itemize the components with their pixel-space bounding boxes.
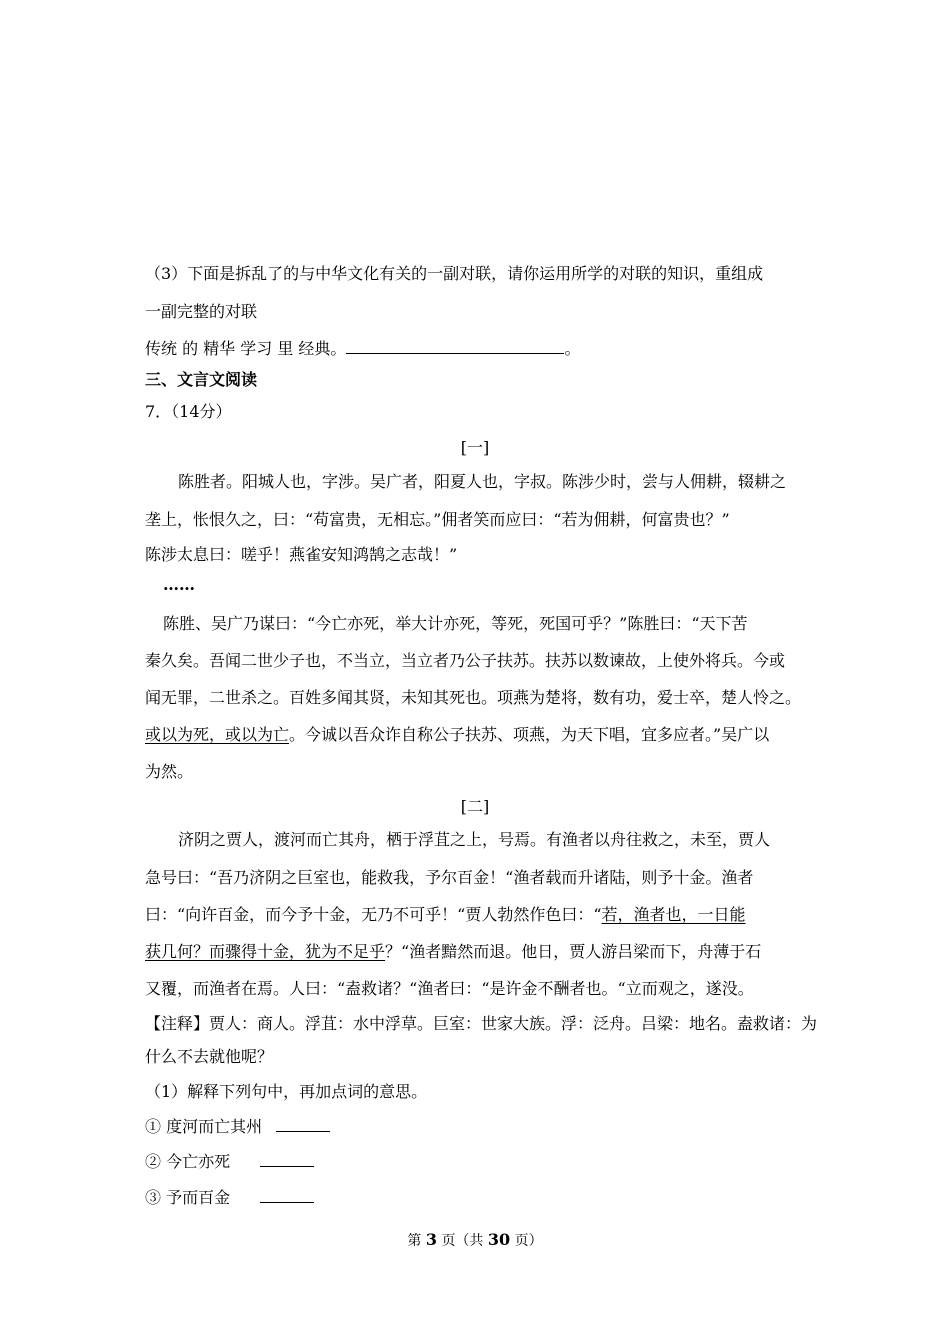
passage-2-text	[145, 905, 815, 925]
passage-1-ellipsis: ……	[163, 575, 195, 594]
answer-blank[interactable]	[260, 1150, 314, 1167]
q3-line-2: 一副完整的对联	[145, 302, 258, 321]
sub-question-item	[145, 1150, 815, 1172]
underlined-sentence: 若，渔者也，一日能	[601, 905, 746, 924]
passage-2-text-rest: ？“渔者黯然而退。他日，贾人游吕梁而下，舟薄于石	[385, 942, 762, 961]
annotation-text: 什么不去就他呢？	[145, 1047, 274, 1066]
passage-1-text: 为然。	[145, 762, 194, 781]
passage-2-text: 又覆，而渔者在焉。人曰：“盍救诸？“渔者曰：“是许金不酬者也。“立而观之，遂没。	[145, 979, 754, 998]
q3-answer-blank[interactable]	[346, 337, 564, 354]
passage-1-text: 陈胜者。阳城人也，字涉。吴广者，阳夏人也，字叔。陈涉少时，尝与人佣耕，辍耕之	[178, 472, 787, 491]
passage-2-text	[145, 942, 815, 962]
answer-blank[interactable]	[260, 1186, 314, 1203]
passage-2-text-start: 曰：“向许百金，而今予十金，无乃不可乎！“贾人勃然作色曰：“	[145, 905, 602, 924]
answer-blank[interactable]	[276, 1115, 330, 1132]
passage-2-text: 济阴之贾人，渡河而亡其舟，栖于浮苴之上，号焉。有渔者以舟往救之，未至，贾人	[178, 830, 771, 849]
footer-total-pages: 30	[487, 1230, 511, 1249]
sub-question-item-text: ① 度河而亡其州	[145, 1117, 263, 1136]
underlined-sentence: 或以为死，或以为亡	[145, 725, 290, 744]
q3-line-3	[145, 337, 815, 359]
underlined-sentence: 获几何？而骤得十金，犹为不足乎	[145, 942, 386, 961]
section-title: 三、文言文阅读	[145, 370, 258, 389]
q3-scrambled-words: 传统 的 精华 学习 里 经典。	[145, 339, 347, 358]
passage-1-text: 陈胜、吴广乃谋曰：“今亡亦死，举大计亦死，等死，死国可乎？”陈胜曰：“天下苦	[163, 614, 748, 633]
passage-1-text: 垄上，怅恨久之，曰：“苟富贵，无相忘。”佣者笑而应曰：“若为佣耕，何富贵也？”	[145, 510, 730, 529]
passage-1-text	[145, 725, 815, 745]
passage-1-text: 秦久矣。吾闻二世少子也，不当立，当立者乃公子扶苏。扶苏以数谏故，上使外将兵。今或	[145, 651, 786, 670]
q3-line-3-end: 。	[564, 339, 581, 358]
q3-line-1: （3）下面是拆乱了的与中华文化有关的一副对联，请你运用所学的对联的知识，重组成	[145, 264, 764, 283]
page-footer	[0, 1230, 950, 1251]
annotation-text: 【注释】贾人：商人。浮苴：水中浮草。巨室：世家大族。浮：泛舟。吕梁：地名。盍救诸：为	[145, 1014, 818, 1033]
passage-1-text: 闻无罪，二世杀之。百姓多闻其贤，未知其死也。项燕为楚将，数有功，爱士卒，楚人怜之。	[145, 688, 802, 707]
footer-prefix: 第	[407, 1233, 422, 1249]
passage-1-text: 陈涉太息曰：嗟乎！燕雀安知鸿鹄之志哉！”	[145, 545, 458, 564]
sub-question-1-title: （1）解释下列句中，再加点词的意思。	[145, 1082, 428, 1101]
footer-suffix: 页）	[514, 1233, 543, 1249]
passage-1-text-rest: 。今诚以吾众诈自称公子扶苏、项燕，为天下唱，宜多应者。”吴广以	[289, 725, 770, 744]
sub-question-item-text: ② 今亡亦死	[145, 1152, 231, 1171]
sub-question-item	[145, 1186, 815, 1208]
sub-question-item-text: ③ 予而百金	[145, 1188, 231, 1207]
question-7-label: 7．（14分）	[145, 402, 232, 421]
passage-2-text: 急号曰：“吾乃济阴之巨室也，能救我，予尔百金！“渔者载而升诸陆，则予十金。渔者	[145, 868, 754, 887]
passage-1-heading: [一]	[460, 438, 490, 457]
passage-2-heading: [二]	[460, 797, 490, 816]
footer-mid: 页（共	[441, 1233, 484, 1249]
footer-page-number: 3	[425, 1230, 437, 1249]
sub-question-item	[145, 1115, 815, 1137]
